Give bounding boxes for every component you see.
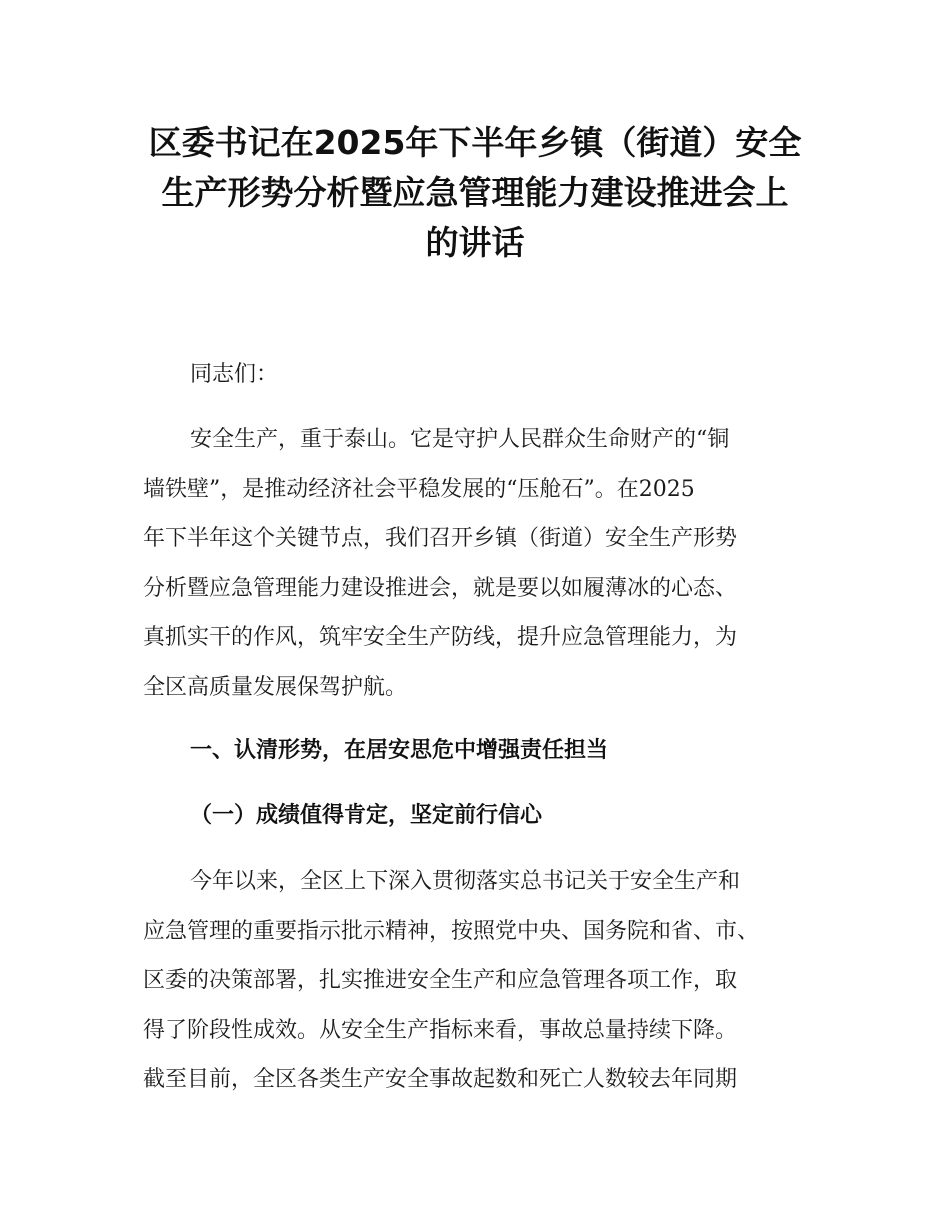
paragraph-line: 年下半年这个关键节点，我们召开乡镇（街道）安全生产形势 xyxy=(143,526,738,551)
paragraph-intro xyxy=(143,415,823,712)
title-line: 生产形势分析暨应急管理能力建设推进会上 xyxy=(161,173,789,212)
subsection-heading-1: （一）成绩值得肯定，坚定前行信心 xyxy=(190,803,543,828)
paragraph-line: 分析暨应急管理能力建设推进会，就是要以如履薄冰的心态、 xyxy=(143,575,738,601)
paragraph-line: 应急管理的重要指示批示精神，按照党中央、国务院和省、市、 xyxy=(143,918,760,944)
paragraph-line: 得了阶段性成效。从安全生产指标来看，事故总量持续下降。 xyxy=(143,1017,738,1043)
paragraph-achievements xyxy=(143,857,823,1105)
paragraph-line: 全区高质量发展保驾护航。 xyxy=(143,674,408,700)
title-line: 区委书记在2025年下半年乡镇（街道）安全 xyxy=(148,123,802,162)
salutation-text: 同志们： xyxy=(190,362,279,387)
paragraph-line: 区委的决策部署，扎实推进安全生产和应急管理各项工作，取 xyxy=(143,968,738,993)
paragraph-line: 安全生产，重于泰山。它是守护人民群众生命财产的“铜 xyxy=(190,427,730,452)
paragraph-line: 墙铁壁”，是推动经济社会平稳发展的“压舱石”。在2025 xyxy=(143,476,695,502)
document-title xyxy=(100,118,850,268)
paragraph-line: 今年以来，全区上下深入贯彻落实总书记关于安全生产和 xyxy=(190,869,741,894)
salutation xyxy=(143,350,823,400)
title-line: 的讲话 xyxy=(425,223,525,262)
paragraph-line: 截至目前，全区各类生产安全事故起数和死亡人数较去年同期 xyxy=(143,1067,738,1092)
section-heading-1: 一、认清形势，在居安思危中增强责任担当 xyxy=(190,738,609,763)
paragraph-line: 真抓实干的作风，筑牢安全生产防线，提升应急管理能力，为 xyxy=(143,625,738,650)
